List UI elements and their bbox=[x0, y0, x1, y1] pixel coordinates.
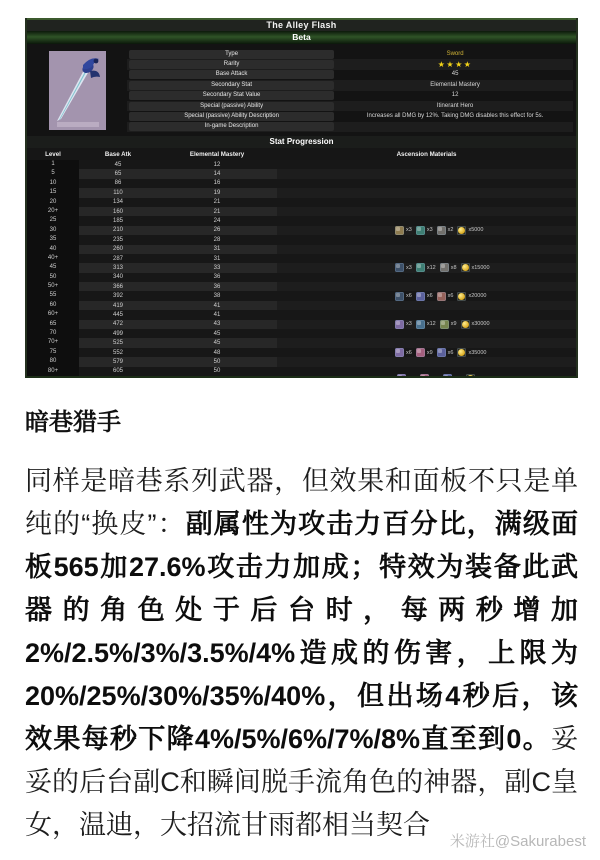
info-label: Secondary Stat bbox=[129, 81, 334, 90]
material-count: x9 bbox=[450, 321, 457, 328]
stat-table-row bbox=[27, 320, 576, 329]
partial-materials-row bbox=[397, 374, 477, 378]
cell-elemental-mastery: 26 bbox=[213, 227, 221, 234]
stat-table-row bbox=[27, 235, 576, 244]
material-count: x2 bbox=[447, 227, 454, 234]
mora-icon bbox=[461, 320, 470, 329]
info-label: Special (passive) Ability bbox=[129, 102, 334, 111]
cell-elemental-mastery: 50 bbox=[213, 368, 221, 375]
paragraph-normal-1: 同样是暗巷系列武器，但效果和面板不只是单纯的“换皮”： bbox=[25, 466, 578, 539]
cell-level: 80+ bbox=[27, 367, 79, 376]
cell-ascension-materials bbox=[277, 273, 576, 282]
cell-elemental-mastery: 19 bbox=[213, 189, 221, 196]
cell-elemental-mastery: 50 bbox=[213, 358, 221, 365]
cell-level: 35 bbox=[27, 235, 79, 244]
mora-icon bbox=[457, 348, 466, 357]
mora-count: x20000 bbox=[468, 293, 487, 300]
material-count: x6 bbox=[406, 293, 412, 300]
mora-icon bbox=[457, 292, 466, 301]
cell-base-atk: 525 bbox=[112, 340, 123, 347]
cell-base-atk: 605 bbox=[112, 368, 123, 375]
cell-ascension-materials bbox=[277, 310, 576, 319]
stat-table-row bbox=[27, 367, 576, 376]
stat-table-row bbox=[27, 357, 576, 366]
info-value: Itinerant Hero bbox=[436, 102, 474, 109]
info-rows bbox=[127, 49, 573, 132]
cell-ascension-materials bbox=[277, 291, 576, 300]
stat-table-header bbox=[27, 148, 576, 160]
stat-table-row bbox=[27, 169, 576, 178]
mora-icon bbox=[461, 263, 470, 272]
cell-base-atk: 366 bbox=[112, 283, 123, 290]
article-paragraph bbox=[25, 460, 578, 847]
weapon-image bbox=[49, 51, 106, 130]
info-row bbox=[127, 111, 573, 121]
mora-count: x15000 bbox=[471, 264, 490, 271]
ascension-material-icon bbox=[416, 320, 425, 329]
material-count: x3 bbox=[406, 227, 412, 234]
cell-ascension-materials bbox=[277, 329, 576, 338]
article-heading: 暗巷猎手 bbox=[25, 409, 121, 436]
info-value: Increases all DMG by 12%. Taking DMG disables this effect for 5s. bbox=[366, 112, 544, 119]
info-value: Sword bbox=[446, 50, 464, 57]
ascension-material-icon bbox=[443, 374, 452, 378]
mora-count: x30000 bbox=[471, 321, 490, 328]
cell-base-atk: 210 bbox=[112, 227, 123, 234]
ascension-material-icon bbox=[437, 292, 446, 301]
ascension-material-icon bbox=[416, 263, 425, 272]
cell-base-atk: 110 bbox=[113, 189, 123, 196]
stat-table-row bbox=[27, 179, 576, 188]
cell-level: 50 bbox=[27, 273, 79, 282]
info-label: Base Attack bbox=[129, 70, 334, 79]
cell-base-atk: 160 bbox=[112, 208, 123, 215]
mora-icon bbox=[457, 226, 466, 235]
mora-count: x35000 bbox=[468, 349, 487, 356]
cell-ascension-materials bbox=[277, 169, 576, 178]
stat-table-row bbox=[27, 310, 576, 319]
cell-elemental-mastery: 14 bbox=[213, 171, 221, 178]
cell-base-atk: 287 bbox=[112, 255, 123, 262]
cell-elemental-mastery: 36 bbox=[213, 274, 221, 281]
ascension-material-icon bbox=[416, 292, 425, 301]
paragraph-bold: 副属性为攻击力百分比，满级面板565加27.6%攻击力加成；特效为装备此武器的角色处于后台时，每两秒增加2%/2.5%/3%/3.5%/4%造成的伤害，上限为20%/25%/30%/35%/40%，但出场4秒后，该效果每秒下降4%/5%/6%/7%/8%直至到0。 bbox=[25, 509, 579, 754]
ascension-material-icon bbox=[395, 348, 404, 357]
material-count: x12 bbox=[426, 321, 436, 328]
ascension-material-icon bbox=[440, 263, 449, 272]
cell-base-atk: 499 bbox=[112, 330, 123, 337]
cell-level: 20+ bbox=[27, 207, 79, 216]
cell-ascension-materials bbox=[277, 226, 576, 235]
cell-elemental-mastery: 28 bbox=[213, 236, 221, 243]
cell-level: 30 bbox=[27, 226, 79, 235]
ascension-material-icon bbox=[416, 348, 425, 357]
cell-ascension-materials bbox=[277, 179, 576, 188]
material-count: x3 bbox=[426, 227, 433, 234]
stat-table-row bbox=[27, 198, 576, 207]
cell-elemental-mastery: 36 bbox=[213, 283, 221, 290]
header-base-atk: Base Atk bbox=[104, 150, 132, 158]
ascension-material-icon bbox=[397, 374, 406, 378]
cell-level: 70 bbox=[27, 329, 79, 338]
material-count: x6 bbox=[447, 349, 454, 356]
material-count: x6 bbox=[447, 293, 454, 300]
sword-illustration bbox=[49, 51, 106, 130]
cell-level: 10 bbox=[27, 179, 79, 188]
cell-base-atk: 340 bbox=[112, 274, 123, 281]
cell-elemental-mastery: 16 bbox=[213, 180, 221, 187]
weapon-image-cell bbox=[27, 49, 127, 132]
stat-progression-header: Stat Progression bbox=[27, 136, 576, 148]
stat-table-row bbox=[27, 301, 576, 310]
stat-table-row bbox=[27, 348, 576, 357]
ascension-material-icon bbox=[440, 320, 449, 329]
cell-base-atk: 260 bbox=[112, 246, 123, 253]
cell-level: 40 bbox=[27, 245, 79, 254]
cell-level: 55 bbox=[27, 291, 79, 300]
cell-base-atk: 65 bbox=[114, 171, 122, 178]
ascension-material-icon bbox=[395, 320, 404, 329]
stat-table-row bbox=[27, 282, 576, 291]
stat-table-row bbox=[27, 245, 576, 254]
cell-ascension-materials bbox=[277, 282, 576, 291]
cell-elemental-mastery: 45 bbox=[213, 330, 221, 337]
ascension-material-icon bbox=[437, 348, 446, 357]
cell-level: 45 bbox=[27, 263, 79, 272]
cell-level: 5 bbox=[27, 169, 79, 178]
cell-elemental-mastery: 21 bbox=[213, 199, 221, 206]
stat-table-row bbox=[27, 263, 576, 272]
cell-level: 70+ bbox=[27, 338, 79, 347]
cell-base-atk: 134 bbox=[112, 199, 123, 206]
material-count: x9 bbox=[426, 349, 433, 356]
cell-level: 40+ bbox=[27, 254, 79, 263]
cell-elemental-mastery: 31 bbox=[213, 246, 221, 253]
material-count: x6 bbox=[406, 349, 412, 356]
ascension-material-icon bbox=[420, 374, 429, 378]
cell-elemental-mastery: 24 bbox=[213, 218, 221, 225]
cell-elemental-mastery: 43 bbox=[213, 321, 221, 328]
cell-level: 20 bbox=[27, 198, 79, 207]
header-ascension-materials: Ascension Materials bbox=[396, 150, 457, 158]
weapon-stats-panel bbox=[25, 18, 578, 378]
cell-base-atk: 313 bbox=[112, 264, 123, 271]
stat-table-row bbox=[27, 329, 576, 338]
cell-level: 65 bbox=[27, 320, 79, 329]
info-label: Rarity bbox=[129, 60, 334, 69]
cell-ascension-materials bbox=[277, 198, 576, 207]
cell-level: 80 bbox=[27, 357, 79, 366]
info-row bbox=[127, 91, 573, 101]
cell-ascension-materials bbox=[277, 301, 576, 310]
cell-ascension-materials bbox=[277, 320, 576, 329]
cell-level: 50+ bbox=[27, 282, 79, 291]
watermark: 米游社@Sakurabest bbox=[449, 833, 586, 850]
stat-table-row bbox=[27, 254, 576, 263]
cell-level: 1 bbox=[27, 160, 79, 169]
cell-base-atk: 579 bbox=[112, 358, 123, 365]
cell-ascension-materials bbox=[277, 338, 576, 347]
cell-ascension-materials bbox=[277, 348, 576, 357]
cell-base-atk: 472 bbox=[112, 321, 123, 328]
ascension-material-icon bbox=[395, 292, 404, 301]
stat-table-row bbox=[27, 226, 576, 235]
info-label: In-game Description bbox=[129, 122, 334, 131]
cell-ascension-materials bbox=[277, 357, 576, 366]
cell-ascension-materials bbox=[277, 245, 576, 254]
cell-elemental-mastery: 12 bbox=[213, 161, 221, 168]
cell-level: 60+ bbox=[27, 310, 79, 319]
cell-ascension-materials bbox=[277, 216, 576, 225]
info-row bbox=[127, 101, 573, 111]
cell-ascension-materials bbox=[277, 254, 576, 263]
cell-elemental-mastery: 21 bbox=[213, 208, 221, 215]
cell-base-atk: 185 bbox=[112, 218, 123, 225]
cell-elemental-mastery: 38 bbox=[213, 293, 221, 300]
stat-table-row bbox=[27, 188, 576, 197]
info-row bbox=[127, 80, 573, 90]
cell-level: 25 bbox=[27, 216, 79, 225]
stat-table-row bbox=[27, 338, 576, 347]
material-count: x6 bbox=[426, 293, 433, 300]
cell-base-atk: 235 bbox=[112, 236, 123, 243]
info-value: ★★★★ bbox=[437, 60, 473, 69]
info-value: Elemental Mastery bbox=[430, 81, 480, 88]
cell-elemental-mastery: 48 bbox=[213, 349, 221, 356]
cell-ascension-materials bbox=[277, 263, 576, 272]
weapon-title: The Alley Flash bbox=[27, 18, 576, 31]
stat-table-row bbox=[27, 216, 576, 225]
info-value: 12 bbox=[451, 92, 459, 99]
stat-table-row bbox=[27, 291, 576, 300]
cell-elemental-mastery: 41 bbox=[213, 311, 221, 318]
cell-level: 15 bbox=[27, 188, 79, 197]
cell-level: 75 bbox=[27, 348, 79, 357]
cell-ascension-materials bbox=[277, 188, 576, 197]
ascension-material-icon bbox=[437, 226, 446, 235]
cell-elemental-mastery: 33 bbox=[213, 264, 221, 271]
cell-ascension-materials bbox=[277, 207, 576, 216]
info-value: 45 bbox=[451, 71, 459, 78]
ascension-material-icon bbox=[416, 226, 425, 235]
ascension-material-icon bbox=[395, 226, 404, 235]
paragraph-normal-2: 妥妥的后台副C和瞬间脱手流角色的神器，副C皇女，温迪，大招流甘雨都相当契合 bbox=[25, 724, 578, 840]
stat-table-row bbox=[27, 273, 576, 282]
info-row bbox=[127, 49, 573, 59]
cell-base-atk: 445 bbox=[112, 311, 123, 318]
cell-ascension-materials bbox=[277, 160, 576, 169]
weapon-info-section bbox=[27, 44, 576, 136]
ascension-material-icon bbox=[395, 263, 404, 272]
cell-base-atk: 392 bbox=[112, 293, 123, 300]
cell-base-atk: 86 bbox=[114, 180, 122, 187]
cell-level: 60 bbox=[27, 301, 79, 310]
mora-icon bbox=[466, 374, 475, 378]
cell-ascension-materials bbox=[277, 235, 576, 244]
mora-count: x5000 bbox=[468, 227, 484, 234]
info-label: Type bbox=[129, 50, 334, 59]
info-row bbox=[127, 122, 573, 132]
stat-table-row bbox=[27, 207, 576, 216]
material-count: x12 bbox=[426, 264, 436, 271]
cell-elemental-mastery: 31 bbox=[213, 255, 221, 262]
cell-base-atk: 45 bbox=[114, 161, 122, 168]
cell-elemental-mastery: 41 bbox=[213, 302, 221, 309]
cell-base-atk: 552 bbox=[112, 349, 123, 356]
header-level: Level bbox=[45, 150, 61, 158]
stat-table-row bbox=[27, 160, 576, 169]
cell-base-atk: 419 bbox=[112, 302, 123, 309]
info-label: Secondary Stat Value bbox=[129, 91, 334, 100]
info-row bbox=[127, 59, 573, 69]
cell-elemental-mastery: 45 bbox=[213, 340, 221, 347]
material-count: x8 bbox=[450, 264, 457, 271]
material-count: x3 bbox=[406, 321, 412, 328]
info-label: Special (passive) Ability Description bbox=[129, 112, 334, 121]
stat-rows bbox=[27, 160, 576, 376]
info-row bbox=[127, 70, 573, 80]
beta-banner: Beta bbox=[27, 31, 576, 44]
material-count: x3 bbox=[406, 264, 412, 271]
header-elemental-mastery: Elemental Mastery bbox=[189, 150, 245, 158]
